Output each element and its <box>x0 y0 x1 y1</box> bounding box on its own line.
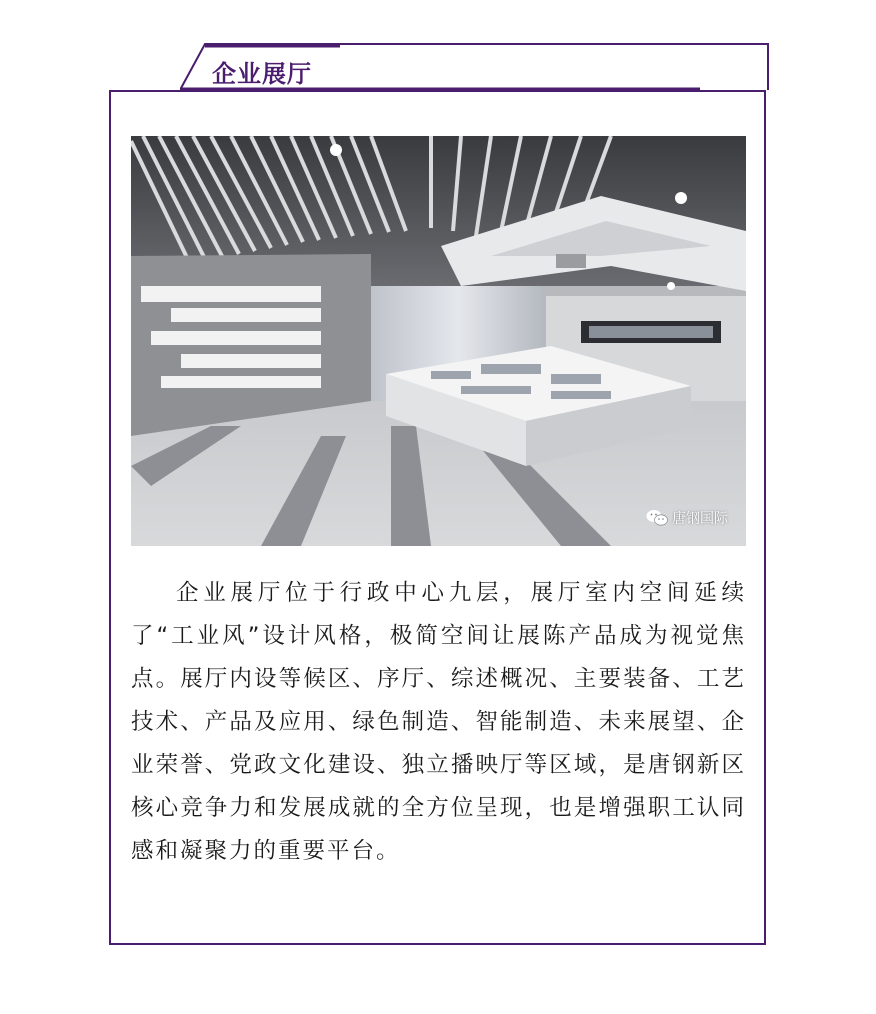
photo-watermark <box>646 508 728 528</box>
watermark-text: 唐钢国际 <box>672 511 728 527</box>
wechat-icon <box>646 509 668 527</box>
section-title: 企业展厅 <box>212 60 312 88</box>
body-paragraph: 企业展厅位于行政中心九层，展厅室内空间延续了“工业风”设计风格，极简空间让展陈产品成为视觉焦点。展厅内设等候区、序厅、综述概况、主要装备、工艺技术、产品及应用、绿色制造、智能制造、未来展望、企业荣誉、党政文化建设、独立播映厅等区域，是唐钢新区核心竞争力和发展成就的全方位呈现，也是增强职工认同感和凝聚力的重要平台。 <box>131 580 746 864</box>
exhibition-hall-photo <box>131 136 746 546</box>
